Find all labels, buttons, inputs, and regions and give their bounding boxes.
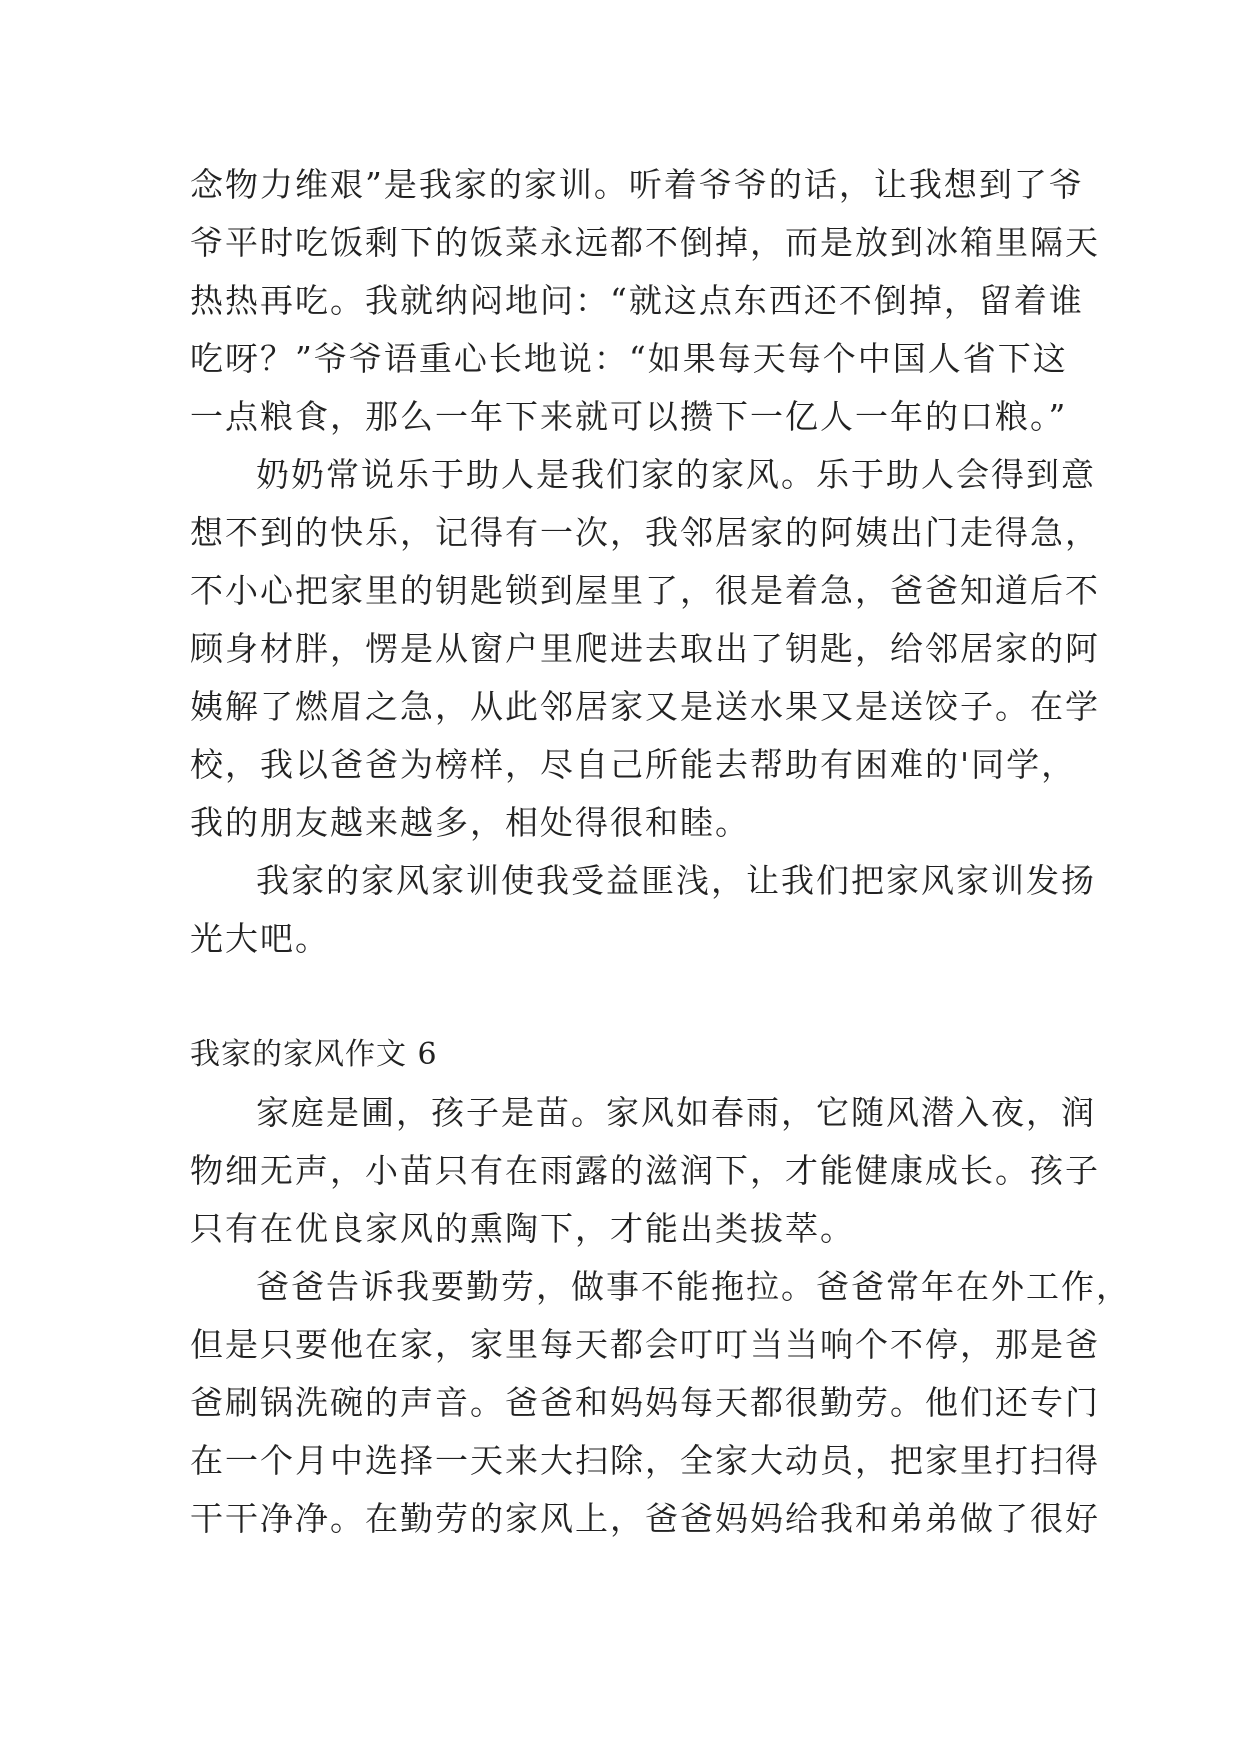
text-line: 我家的家风家训使我受益匪浅，让我们把家风家训发扬: [256, 861, 1096, 900]
paragraph-4: [190, 1084, 1100, 1258]
text-line: 但是只要他在家，家里每天都会叮叮当当响个不停，那是爸: [190, 1325, 1100, 1364]
paragraph-5: [190, 1258, 1131, 1548]
text-line: 奶奶常说乐于助人是我们家的家风。乐于助人会得到意: [256, 455, 1096, 494]
text-line: 不小心把家里的钥匙锁到屋里了，很是着急，爸爸知道后不: [190, 571, 1100, 610]
text-line: 念物力维艰”是我家的家训。听着爷爷的话，让我想到了爷: [190, 165, 1084, 204]
text-line: 我的朋友越来越多，相处得很和睦。: [190, 803, 750, 842]
section-title: 我家的家风作文 6: [190, 1037, 438, 1072]
text-line: 光大吧。: [190, 919, 330, 958]
text-line: 热热再吃。我就纳闷地问：“就这点东西还不倒掉，留着谁: [190, 281, 1084, 320]
text-line: 在一个月中选择一天来大扫除，全家大动员，把家里打扫得: [190, 1441, 1100, 1480]
text-line: 顾身材胖，愣是从窗户里爬进去取出了钥匙，给邻居家的阿: [190, 629, 1100, 668]
text-line: 爷平时吃饭剩下的饭菜永远都不倒掉，而是放到冰箱里隔天: [190, 223, 1100, 262]
paragraph-2: [190, 446, 1100, 852]
text-line: 校，我以爸爸为榜样，尽自己所能去帮助有困难的'同学，: [190, 745, 1077, 784]
text-line: 吃呀？”爷爷语重心长地说：“如果每天每个中国人省下这: [190, 339, 1068, 378]
text-line: 爸爸告诉我要勤劳，做事不能拖拉。爸爸常年在外工作，: [256, 1267, 1131, 1306]
text-line: 家庭是圃，孩子是苗。家风如春雨，它随风潜入夜，润: [256, 1093, 1096, 1132]
text-line: 物细无声，小苗只有在雨露的滋润下，才能健康成长。孩子: [190, 1151, 1100, 1190]
document-body: [190, 156, 1131, 1548]
section-spacer: [190, 968, 1050, 1026]
text-line: 爸刷锅洗碗的声音。爸爸和妈妈每天都很勤劳。他们还专门: [190, 1383, 1100, 1422]
paragraph-3: [190, 852, 1096, 968]
text-line: 一点粮食，那么一年下来就可以攒下一亿人一年的口粮。”: [190, 397, 1068, 436]
text-line: 干干净净。在勤劳的家风上，爸爸妈妈给我和弟弟做了很好: [190, 1499, 1100, 1538]
text-line: 想不到的快乐，记得有一次，我邻居家的阿姨出门走得急，: [190, 513, 1100, 552]
text-line: 只有在优良家风的熏陶下，才能出类拔萃。: [190, 1209, 855, 1248]
text-line: 姨解了燃眉之急，从此邻居家又是送水果又是送饺子。在学: [190, 687, 1100, 726]
paragraph-1: [190, 156, 1100, 446]
